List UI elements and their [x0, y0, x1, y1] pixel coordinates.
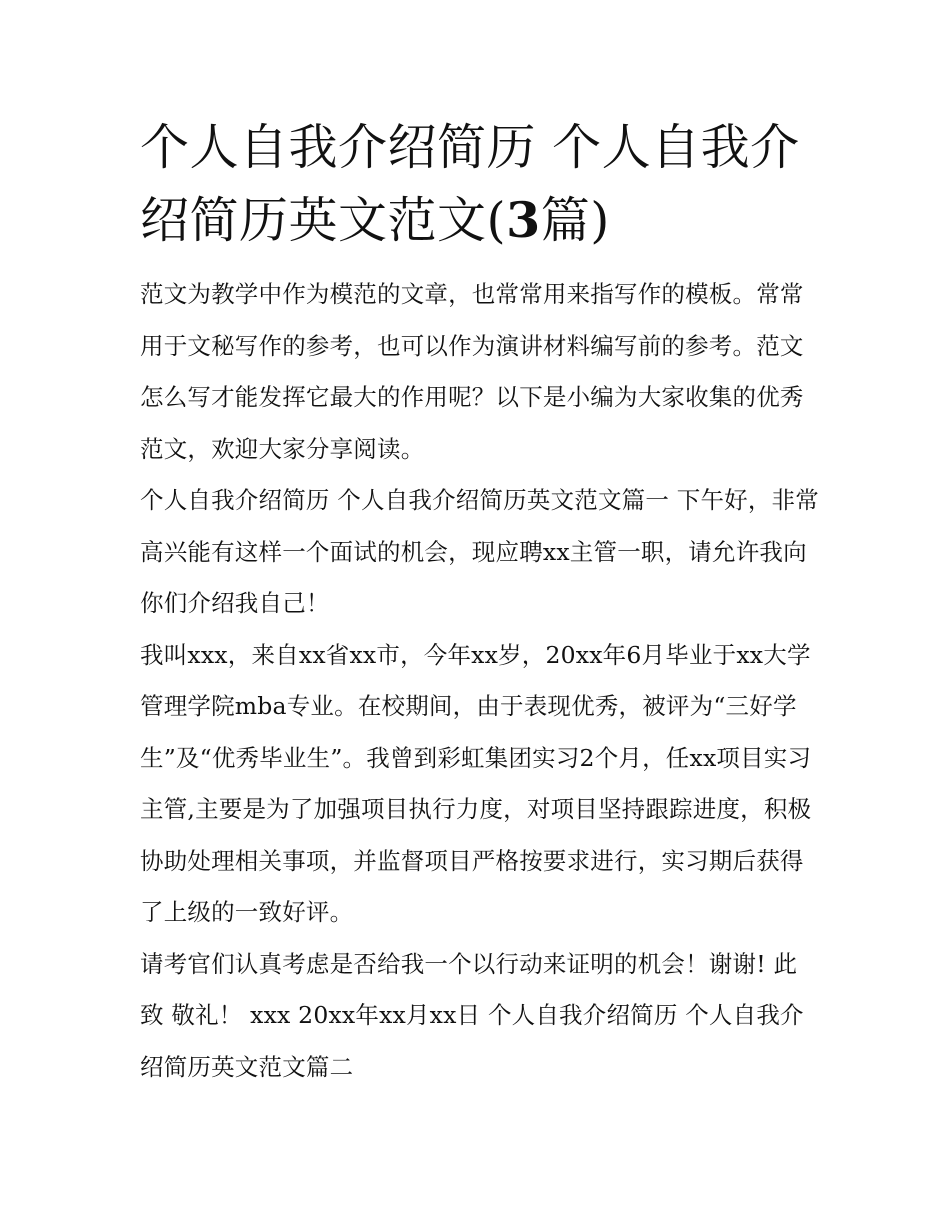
paragraph-closing: 请考官们认真考虑是否给我一个以行动来证明的机会！谢谢! 此致 敬礼！ xxx 20xx年xx月xx日 个人自我介绍简历 个人自我介绍简历英文范文篇二	[140, 949, 804, 1081]
title-text-part2: 篇)	[540, 192, 610, 249]
paragraph-self-intro: 我叫xxx，来自xx省xx市，今年xx岁，20xx年6月毕业于xx大学管理学院mba专业。在校期间，由于表现优秀，被评为“三好学生”及“优秀毕业生”。我曾到彩虹集团实习2个月，任xx项目实习主管,主要是为了加强项目执行力度，对项目坚持跟踪进度，积极协助处理相关事项，并监督项目严格按要求进行，实习期后获得了上级的一致好评。	[140, 640, 812, 926]
title-count: 3	[506, 191, 541, 249]
paragraph-intro: 范文为教学中作为模范的文章，也常常用来指写作的模板。常常用于文秘写作的参考，也可以作为演讲材料编写前的参考。范文怎么写才能发挥它最大的作用呢？以下是小编为大家收集的优秀范文，欢迎大家分享阅读。	[140, 280, 804, 463]
document-content	[140, 112, 820, 1093]
document-body	[140, 269, 820, 1093]
title-text-part1: 个人自我介绍简历 个人自我介绍简历英文范文(	[140, 119, 800, 249]
paragraph-greeting: 个人自我介绍简历 个人自我介绍简历英文范文篇一 下午好，非常高兴能有这样一个面试的机会，现应聘xx主管一职，请允许我向你们介绍我自己！	[140, 486, 819, 617]
document-title	[140, 112, 820, 257]
